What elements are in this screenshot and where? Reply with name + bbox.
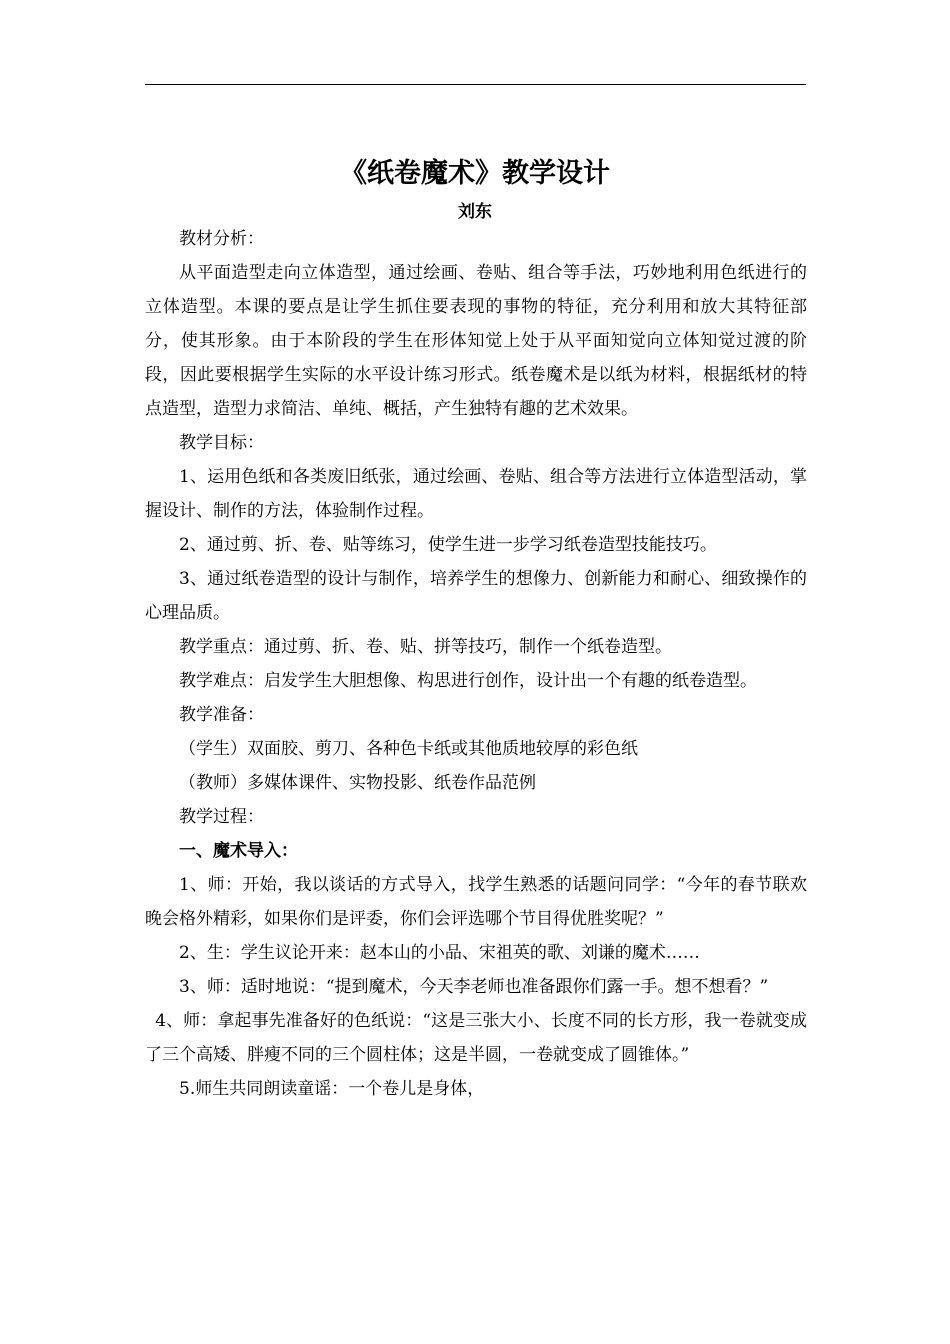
difficult-point: 教学难点：启发学生大胆想像、构思进行创作，设计出一个有趣的纸卷造型。 [179,671,757,691]
preparation-students: （学生）双面胶、剪刀、各种色卡纸或其他质地较厚的彩色纸 [179,739,638,759]
goal-item-2: 2、通过剪、折、卷、贴等练习，使学生进一步学习纸卷造型技能技巧。 [179,535,717,555]
document-title: 《纸卷魔术》教学设计 [340,158,610,189]
section-heading-goals: 教学目标： [179,433,264,453]
process-item-3: 3、师：适时地说：“提到魔术，今天李老师也准备跟你们露一手。想不想看？” [179,977,769,997]
process-item-1: 1、师：开始，我以谈话的方式导入，找学生熟悉的话题问同学：“今年的春节联欢晚会格外精彩，如果你们是评委，你们会评选哪个节目得优胜奖呢？” [145,875,807,929]
preparation-teacher: （教师）多媒体课件、实物投影、纸卷作品范例 [179,773,536,793]
goal-item-1: 1、运用色纸和各类废旧纸张，通过绘画、卷贴、组合等方法进行立体造型活动，掌握设计、制作的方法，体验制作过程。 [145,467,807,521]
goal-item-3: 3、通过纸卷造型的设计与制作，培养学生的想像力、创新能力和耐心、细致操作的心理品质。 [145,569,807,623]
section-heading-analysis: 教材分析： [179,229,264,249]
paragraph-analysis: 从平面造型走向立体造型，通过绘画、卷贴、组合等手法，巧妙地利用色纸进行的立体造型。本课的要点是让学生抓住要表现的事物的特征，充分利用和放大其特征部分，使其形象。由于本阶段的学生在形体知觉上处于从平面知觉向立体知觉过渡的阶段，因此要根据学生实际的水平设计练习形式。纸卷魔术是以纸为材料，根据纸材的特点造型，造型力求简洁、单纯、概括，产生独特有趣的艺术效果。 [145,263,807,419]
section-heading-preparation: 教学准备： [179,705,264,725]
step-heading-magic-intro: 一、魔术导入： [179,841,298,861]
process-item-4: 4、师：拿起事先准备好的色纸说：“这是三张大小、长度不同的长方形，我一卷就变成了三个高矮、胖瘦不同的三个圆柱体；这是半圆，一卷就变成了圆锥体。” [145,1011,807,1065]
process-item-5: 5.师生共同朗读童谣：一个卷儿是身体， [179,1079,485,1099]
document-body [145,222,807,1106]
document-author: 刘东 [458,202,492,222]
section-heading-process: 教学过程： [179,807,264,827]
process-item-2: 2、生：学生议论开来：赵本山的小品、宋祖英的歌、刘谦的魔术…… [179,943,700,963]
header-rule [145,84,806,85]
key-point: 教学重点：通过剪、折、卷、贴、拼等技巧，制作一个纸卷造型。 [179,637,672,657]
